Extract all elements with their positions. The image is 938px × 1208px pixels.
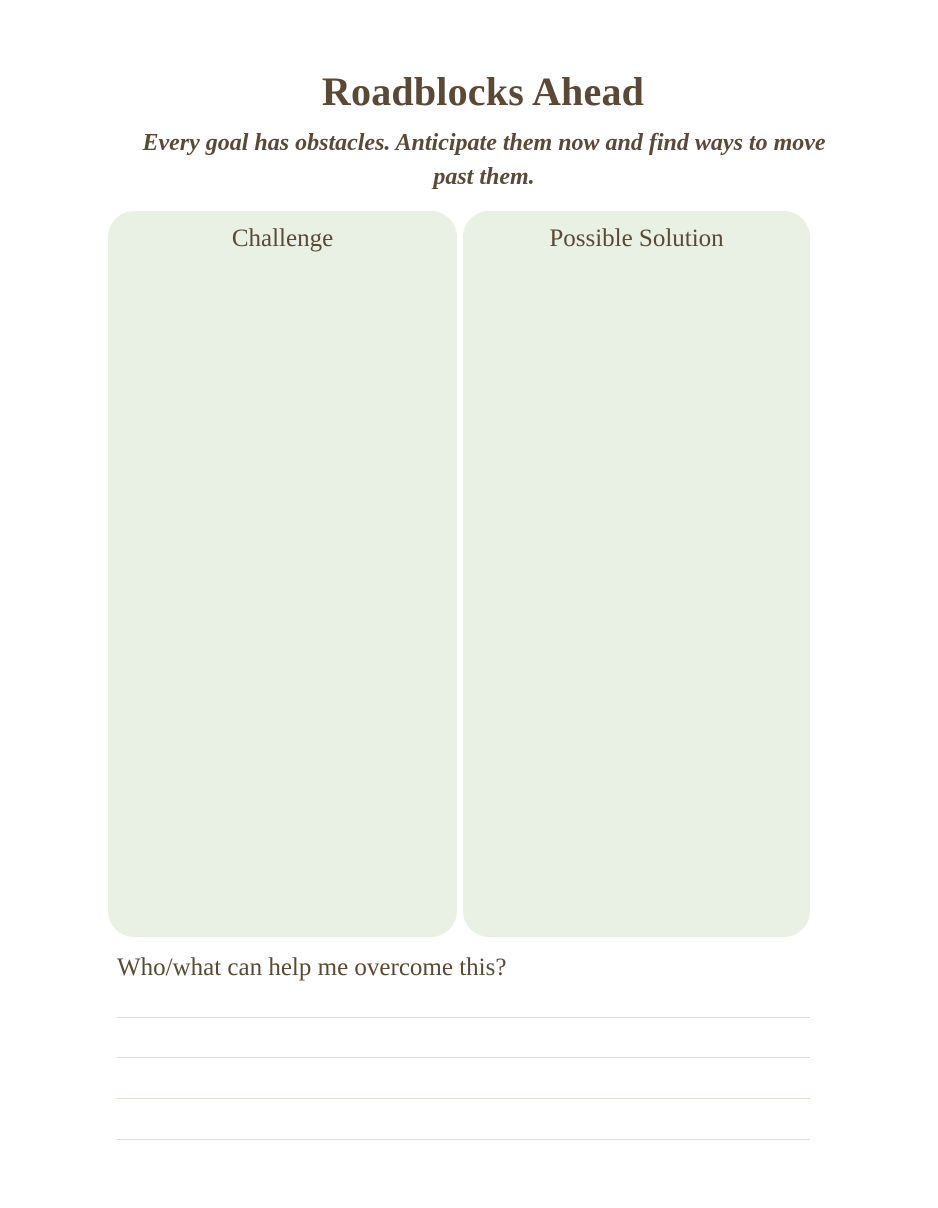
writing-line-4[interactable] <box>117 1139 810 1140</box>
possible-solution-column[interactable] <box>463 211 810 937</box>
page-title: Roadblocks Ahead <box>321 69 645 114</box>
writing-line-2[interactable] <box>117 1057 810 1058</box>
writing-line-3[interactable] <box>117 1098 810 1099</box>
page-subtitle: Every goal has obstacles. Anticipate them now and find ways to move past them. <box>142 130 826 190</box>
challenge-column[interactable] <box>108 211 457 937</box>
writing-line-1[interactable] <box>117 1017 810 1018</box>
help-prompt: Who/what can help me overcome this? <box>117 954 507 981</box>
challenge-column-header: Challenge <box>231 225 334 252</box>
possible-solution-column-header: Possible Solution <box>549 225 724 252</box>
